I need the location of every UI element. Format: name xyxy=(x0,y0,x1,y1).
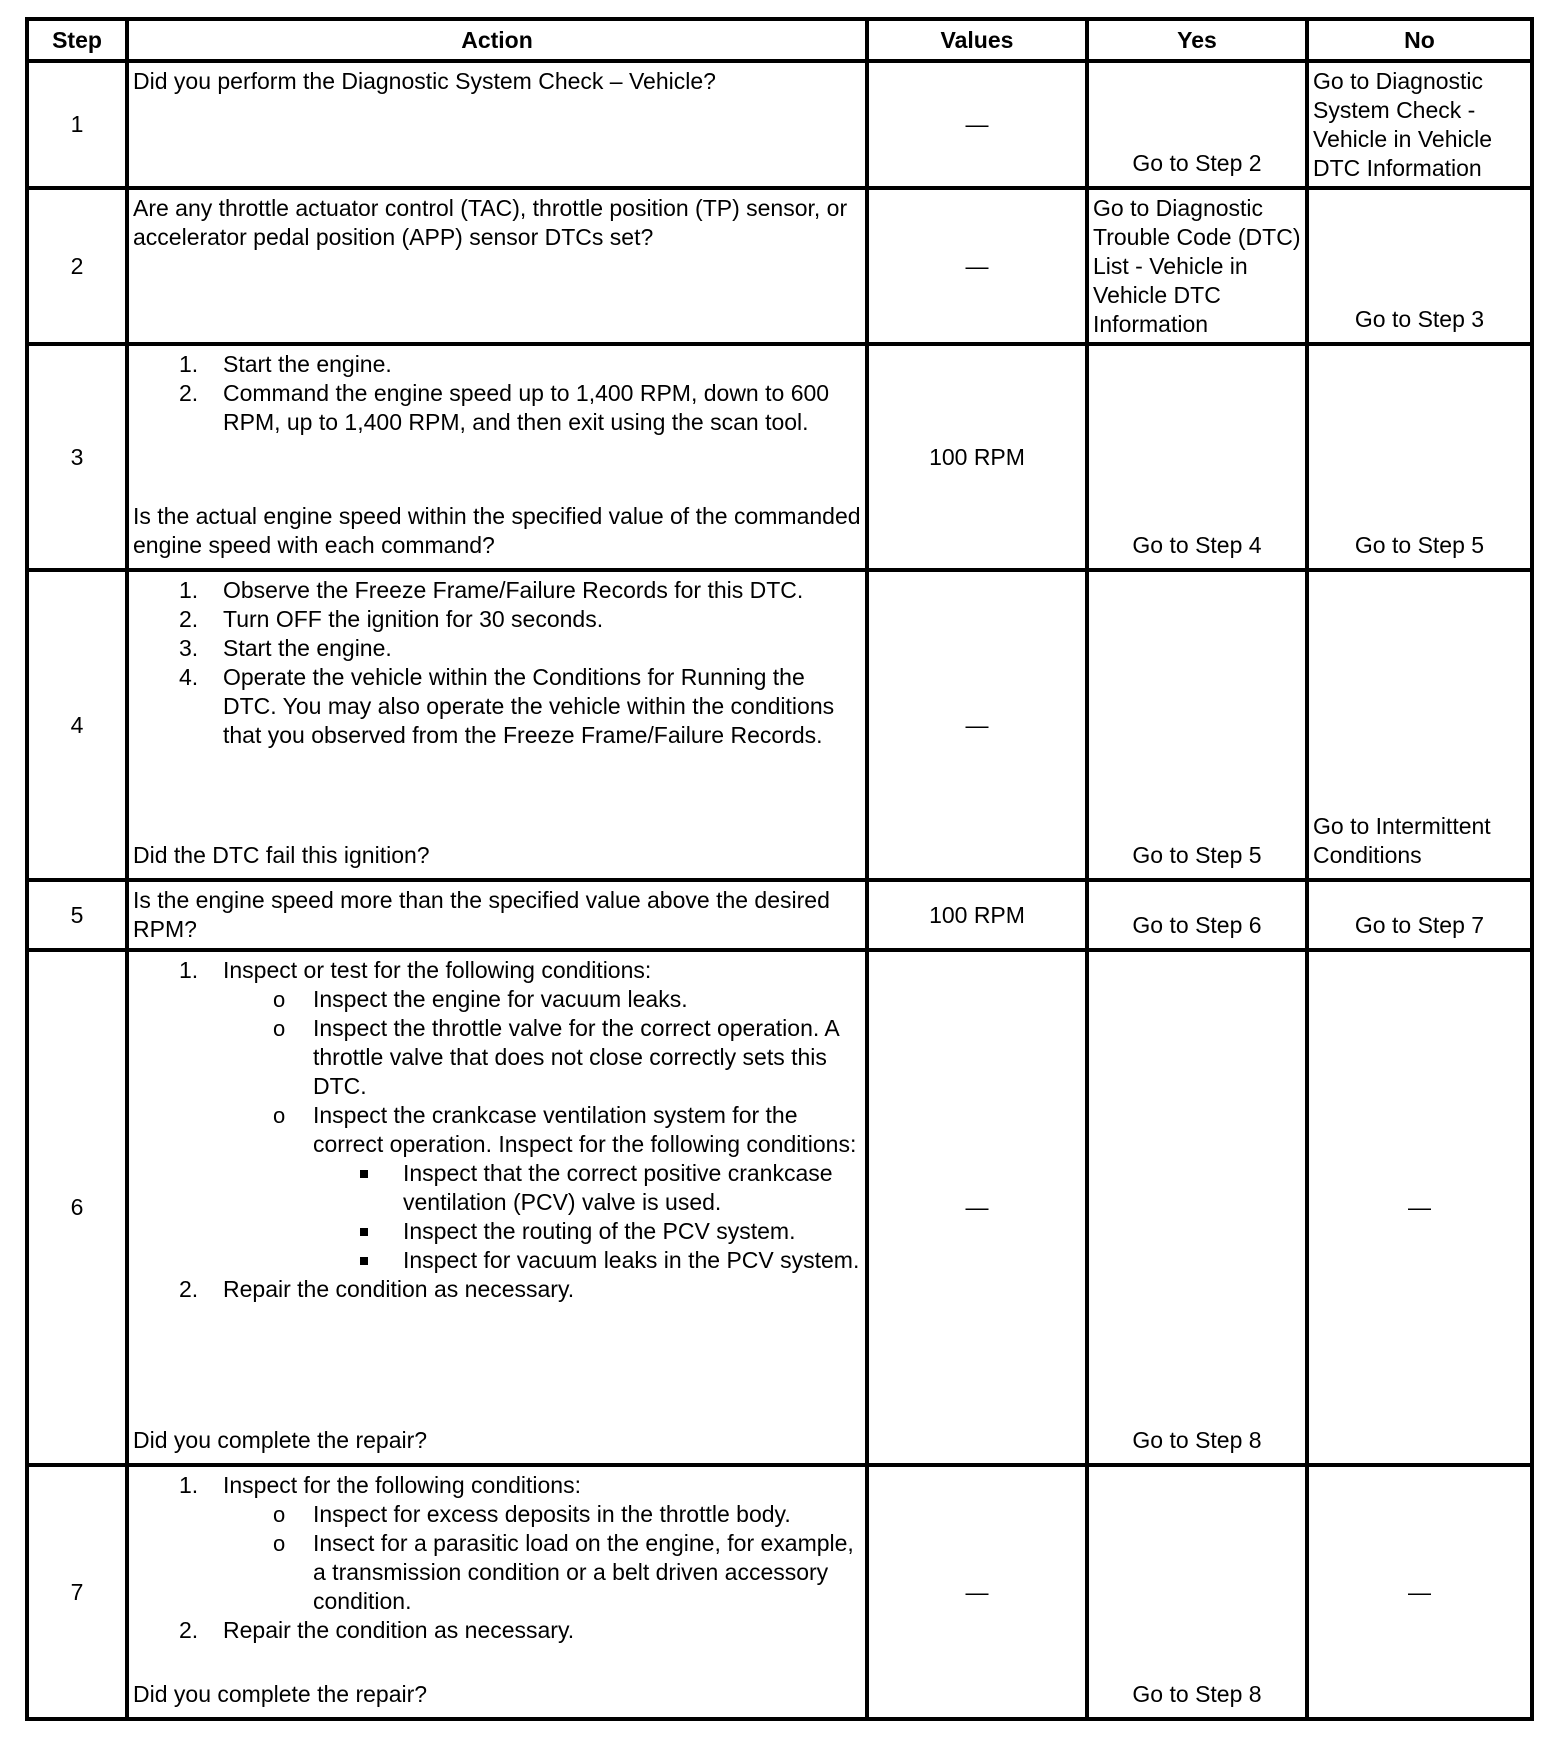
list-item: 4. Operate the vehicle within the Conditions for Running the DTC. You may also operate the vehicle within the conditions that you observed from the Freeze Frame/Failure Records. xyxy=(179,664,835,748)
list-item: 2. Command the engine speed up to 1,400 RPM, down to 600 RPM, up to 1,400 RPM, and then exit using the scan tool. xyxy=(179,380,830,435)
no-cell xyxy=(1307,188,1532,344)
yes-cell xyxy=(1087,1465,1307,1719)
list-item: 3. Start the engine. xyxy=(179,635,392,661)
values-cell: — xyxy=(867,570,1087,880)
no-link[interactable]: Go to Step 5 xyxy=(1354,532,1485,558)
yes-link[interactable]: Go to Step 8 xyxy=(1132,1427,1262,1453)
yes-link[interactable]: Go to Step 6 xyxy=(1132,912,1262,938)
action-steps xyxy=(133,576,861,750)
table-row xyxy=(27,344,1532,570)
action-cell xyxy=(127,188,867,344)
no-link[interactable]: Go to Diagnostic System Check - Vehicle in Vehicle DTC Information xyxy=(1313,68,1493,181)
diagnostic-table xyxy=(25,17,1534,1721)
table-row xyxy=(27,950,1532,1465)
header-no: No xyxy=(1307,19,1532,61)
action-cell xyxy=(127,1465,867,1719)
action-steps xyxy=(133,956,861,1304)
action-question: Did you complete the repair? xyxy=(133,1681,428,1707)
step-number: 6 xyxy=(27,950,127,1465)
sub-list xyxy=(223,1500,861,1616)
yes-cell xyxy=(1087,61,1307,188)
no-cell: — xyxy=(1307,950,1532,1465)
list-item: 1. Start the engine. xyxy=(179,351,392,377)
yes-cell xyxy=(1087,880,1307,950)
step-number: 1 xyxy=(27,61,127,188)
list-item: 1. Inspect for the following conditions: o Inspect for excess deposits in the throttle body. o Insect for a parasitic load on the engine, for example, a transmission condition or a belt driven accessory condition. xyxy=(133,1471,861,1616)
values-cell: 100 RPM xyxy=(867,880,1087,950)
action-question: Is the engine speed more than the specified value above the desired RPM? xyxy=(133,887,830,942)
sub-sub-list-item: Inspect that the correct positive crankcase ventilation (PCV) valve is used. xyxy=(313,1159,861,1217)
action-cell xyxy=(127,344,867,570)
no-cell xyxy=(1307,570,1532,880)
values-cell: 100 RPM xyxy=(867,344,1087,570)
step-number: 2 xyxy=(27,188,127,344)
no-cell xyxy=(1307,880,1532,950)
no-cell xyxy=(1307,344,1532,570)
no-cell: — xyxy=(1307,1465,1532,1719)
action-question: Did you complete the repair? xyxy=(133,1427,428,1453)
no-cell xyxy=(1307,61,1532,188)
header-yes: Yes xyxy=(1087,19,1307,61)
yes-link[interactable]: Go to Step 4 xyxy=(1132,532,1262,558)
action-question: Are any throttle actuator control (TAC), throttle position (TP) sensor, or accelerator pedal position (APP) sensor DTCs set? xyxy=(133,195,848,250)
no-link[interactable]: Go to Step 7 xyxy=(1354,912,1485,938)
table-row xyxy=(27,880,1532,950)
values-cell: — xyxy=(867,188,1087,344)
header-values: Values xyxy=(867,19,1087,61)
list-item: 1. Inspect or test for the following conditions: o Inspect the engine for vacuum leaks. o Inspect the throttle valve for the correct operation. A throttle valve that does not close correctly sets this DTC. o Inspect the crankcase ventilation system for the correct operation. Inspect for the following conditions: Inspect that the correct positive crankcase ventilation (PCV) valve is used. Inspect the routing of the PCV system. Inspect for vacuum leaks in the PCV system. xyxy=(179,957,860,1273)
action-cell xyxy=(127,950,867,1465)
sub-list-item: o Inspect the throttle valve for the correct operation. A throttle valve that does not close correctly sets this DTC. xyxy=(273,1015,839,1099)
list-item: 2. Repair the condition as necessary. xyxy=(179,1276,575,1302)
yes-cell xyxy=(1087,344,1307,570)
action-cell xyxy=(127,61,867,188)
yes-link[interactable]: Go to Diagnostic Trouble Code (DTC) List - Vehicle in Vehicle DTC Information xyxy=(1093,195,1301,337)
sub-sub-list-item: Inspect the routing of the PCV system. xyxy=(313,1217,861,1246)
sub-list-item: o Inspect the crankcase ventilation system for the correct operation. Inspect for the following conditions: Inspect that the correct positive crankcase ventilation (PCV) valve is used. Inspect the routing of the PCV system. Inspect for vacuum leaks in the PCV system. xyxy=(273,1102,860,1273)
square-bullet-icon xyxy=(360,1170,368,1178)
action-cell xyxy=(127,570,867,880)
action-question: Is the actual engine speed within the specified value of the commanded engine speed with each command? xyxy=(133,503,861,558)
step-number: 3 xyxy=(27,344,127,570)
action-steps xyxy=(133,1471,861,1645)
yes-link[interactable]: Go to Step 5 xyxy=(1132,842,1262,868)
sub-sub-list xyxy=(313,1159,861,1275)
yes-link[interactable]: Go to Step 8 xyxy=(1132,1681,1262,1707)
yes-cell xyxy=(1087,570,1307,880)
step-number: 5 xyxy=(27,880,127,950)
values-cell: — xyxy=(867,61,1087,188)
action-cell xyxy=(127,880,867,950)
sub-list-item: o Insect for a parasitic load on the engine, for example, a transmission condition or a belt driven accessory condition. xyxy=(273,1530,854,1614)
yes-link[interactable]: Go to Step 2 xyxy=(1132,150,1262,176)
action-question: Did the DTC fail this ignition? xyxy=(133,842,430,868)
values-cell: — xyxy=(867,1465,1087,1719)
yes-cell xyxy=(1087,950,1307,1465)
list-item: 2. Turn OFF the ignition for 30 seconds. xyxy=(179,606,604,632)
action-steps xyxy=(133,350,861,437)
sub-list-item: o Inspect for excess deposits in the throttle body. xyxy=(273,1501,791,1527)
table-row xyxy=(27,61,1532,188)
table-row xyxy=(27,1465,1532,1719)
values-cell: — xyxy=(867,950,1087,1465)
step-number: 7 xyxy=(27,1465,127,1719)
header-action: Action xyxy=(127,19,867,61)
action-question: Did you perform the Diagnostic System Check – Vehicle? xyxy=(133,68,716,94)
header-row xyxy=(27,19,1532,61)
no-link[interactable]: Go to Step 3 xyxy=(1354,306,1485,332)
list-item: 1. Observe the Freeze Frame/Failure Records for this DTC. xyxy=(179,577,804,603)
yes-cell xyxy=(1087,188,1307,344)
square-bullet-icon xyxy=(360,1228,368,1236)
table-row xyxy=(27,570,1532,880)
square-bullet-icon xyxy=(360,1257,368,1265)
step-number: 4 xyxy=(27,570,127,880)
sub-list-item: o Inspect the engine for vacuum leaks. xyxy=(273,986,688,1012)
sub-sub-list-item: Inspect for vacuum leaks in the PCV system. xyxy=(313,1246,861,1275)
table-row xyxy=(27,188,1532,344)
list-item: 2. Repair the condition as necessary. xyxy=(179,1617,575,1643)
no-link[interactable]: Go to Intermittent Conditions xyxy=(1313,813,1491,868)
sub-list xyxy=(223,985,861,1275)
header-step: Step xyxy=(27,19,127,61)
